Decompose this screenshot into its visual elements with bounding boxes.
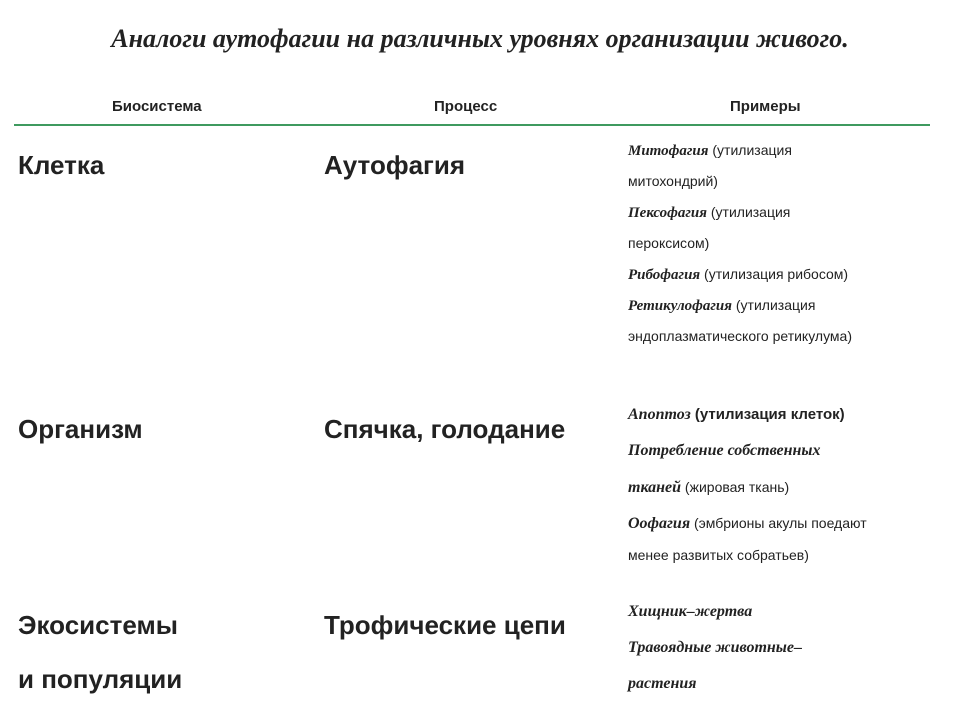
row-cell-biosystem [18, 402, 143, 456]
text-fragment: пероксисом) [628, 235, 710, 251]
examples-list [628, 594, 928, 702]
examples-list [628, 397, 928, 569]
example-line [628, 259, 928, 290]
text-fragment: Оофагия [628, 515, 691, 532]
column-header-biosystem: Биосистема [112, 98, 202, 115]
example-line [628, 135, 928, 166]
text-fragment: (утилизация рибосом) [700, 266, 849, 282]
example-line [628, 505, 928, 541]
row-cell-biosystem [18, 598, 182, 706]
example-line [628, 594, 928, 630]
row-cell-biosystem [18, 138, 104, 192]
example-line [628, 666, 928, 702]
column-header-process: Процесс [434, 98, 498, 115]
example-line [628, 630, 928, 666]
text-fragment: тканей [628, 479, 682, 496]
example-line [628, 290, 928, 321]
text-fragment: Апоптоз [628, 406, 691, 423]
text-fragment: Ретикулофагия [628, 298, 732, 314]
text-fragment: Травоядные животные– [628, 639, 802, 656]
text-fragment: митохондрий) [628, 173, 718, 189]
biosystem-label: и популяции [18, 664, 183, 694]
biosystem-label: Экосистемы [18, 610, 178, 640]
text-fragment: (утилизация [708, 142, 792, 158]
row-cell-process: Аутофагия [324, 150, 466, 180]
example-line [628, 397, 928, 433]
text-fragment: (эмбрионы акулы поедают [690, 515, 867, 531]
example-line [628, 228, 928, 259]
text-fragment: Пексофагия [628, 205, 707, 221]
text-fragment: растения [628, 675, 697, 692]
example-line [628, 166, 928, 197]
slide-title: Аналоги аутофагии на различных уровнях организации живого. [111, 24, 849, 53]
biosystem-label: Клетка [18, 150, 105, 180]
text-fragment: Рибофагия [628, 267, 701, 283]
header-divider [14, 124, 930, 126]
biosystem-label: Организм [18, 414, 143, 444]
text-fragment: (жировая ткань) [681, 479, 790, 495]
example-line [628, 433, 928, 469]
row-cell-process: Трофические цепи [324, 610, 566, 640]
text-fragment: менее развитых собратьев) [628, 547, 809, 563]
text-fragment: Потребление собственных [628, 442, 821, 459]
text-fragment: (утилизация [706, 204, 791, 220]
example-line [628, 469, 928, 505]
text-fragment: Митофагия [628, 143, 709, 159]
text-fragment: (утилизация клеток) [690, 406, 845, 423]
example-line [628, 321, 928, 352]
row-cell-process: Спячка, голодание [324, 414, 566, 444]
text-fragment: Хищник–жертва [628, 603, 753, 620]
examples-list [628, 135, 928, 352]
text-fragment: (утилизация [732, 297, 816, 313]
example-line [628, 541, 928, 569]
text-fragment: эндоплазматического ретикулума) [628, 328, 852, 344]
example-line [628, 197, 928, 228]
column-header-examples: Примеры [730, 98, 801, 115]
